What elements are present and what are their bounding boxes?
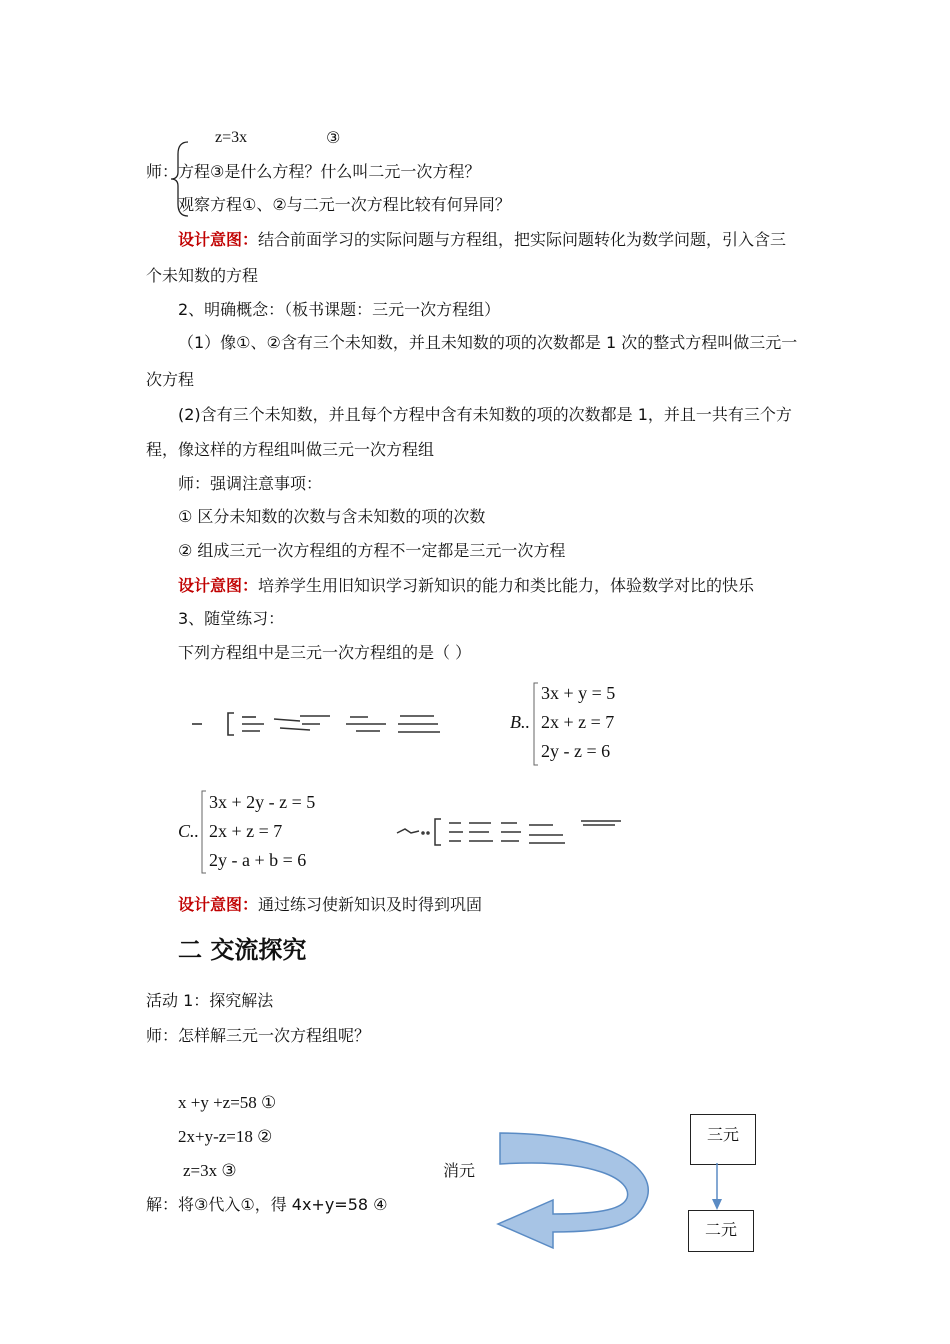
note-1: ① 区分未知数的次数与含未知数的项的次数 [178, 507, 486, 526]
teacher-note: 师：强调注意事项： [178, 474, 323, 493]
option-b-eq-1: 3x + y = 5 [541, 683, 616, 703]
concept-p1: （1）像①、②含有三个未知数，并且未知数的项的次数都是 1 次的整式方程叫做三元一 [178, 333, 798, 352]
concept-p2-cont: 程，像这样的方程组叫做三元一次方程组 [146, 440, 435, 459]
practice-heading: 3、随堂练习： [178, 609, 285, 628]
option-b-label: B.. [510, 712, 530, 732]
design-intent-label: 设计意图： [178, 895, 259, 914]
flow-box-three-unknowns [690, 1114, 756, 1165]
design-intent-text: 通过练习使新知识及时得到巩固 [258, 895, 483, 914]
design-intent-1 [178, 230, 786, 250]
equation-3-top: z=3x [215, 129, 248, 146]
teacher-question-3: 师：怎样解三元一次方程组呢？ [146, 1026, 371, 1045]
flow-box-top-label: 三元 [706, 1125, 739, 1144]
option-c-brace-icon [200, 790, 208, 874]
practice-question: 下列方程组中是三元一次方程组的是（ ） [178, 643, 472, 662]
option-c-eq-3: 2y - a + b = 6 [209, 850, 307, 870]
option-c-eq-1: 3x + 2y - z = 5 [209, 792, 316, 812]
option-b-eq-2: 2x + z = 7 [541, 712, 615, 732]
down-arrow-icon [711, 1163, 723, 1211]
option-d-illegible-image [393, 815, 625, 849]
note-2: ② 组成三元一次方程组的方程不一定都是三元一次方程 [178, 541, 566, 560]
concept-p2: (2)含有三个未知数，并且每个方程中含有未知数的项的次数都是 1，并且一共有三个方 [178, 405, 792, 424]
design-intent-text: 培养学生用旧知识学习新知识的能力和类比能力，体验数学对比的快乐 [258, 576, 755, 595]
system-eq-2: 2x+y-z=18 ② [178, 1127, 273, 1146]
section-title: 二 交流探究 [178, 936, 307, 964]
flow-box-bottom-label: 二元 [704, 1220, 737, 1239]
design-intent-3 [178, 895, 482, 915]
design-intent-2 [178, 576, 754, 596]
system-eq-1: x +y +z=58 ① [178, 1093, 277, 1112]
flow-box-two-unknowns [688, 1210, 754, 1252]
system-eq-3: z=3x ③ [183, 1161, 237, 1180]
option-b-eq-3: 2y - z = 6 [541, 741, 611, 761]
solution-step: 解：将③代入①，得 4x+y=58 ④ [146, 1195, 388, 1214]
curved-arrow-icon [495, 1128, 667, 1252]
option-a-illegible-image [190, 708, 455, 738]
design-intent-text: 结合前面学习的实际问题与方程组，把实际问题转化为数学问题，引入含三 [258, 230, 787, 249]
activity-label: 活动 1：探究解法 [146, 991, 274, 1010]
option-b-brace-icon [532, 682, 540, 766]
design-intent-label: 设计意图： [178, 230, 259, 249]
design-intent-1-cont: 个未知数的方程 [146, 266, 259, 285]
option-c-label: C.. [178, 821, 200, 841]
eliminate-label: 消元 [443, 1161, 476, 1180]
concept-heading: 2、明确概念：（板书课题：三元一次方程组） [178, 300, 501, 319]
option-c-eq-2: 2x + z = 7 [209, 821, 283, 841]
equation-3-mark: ③ [326, 128, 341, 147]
design-intent-label: 设计意图： [178, 576, 259, 595]
teacher-question-1: 师：方程③是什么方程？什么叫二元一次方程？ [146, 162, 481, 181]
teacher-question-2: 观察方程①、②与二元一次方程比较有何异同？ [178, 195, 511, 214]
concept-p1-cont: 次方程 [146, 370, 195, 389]
